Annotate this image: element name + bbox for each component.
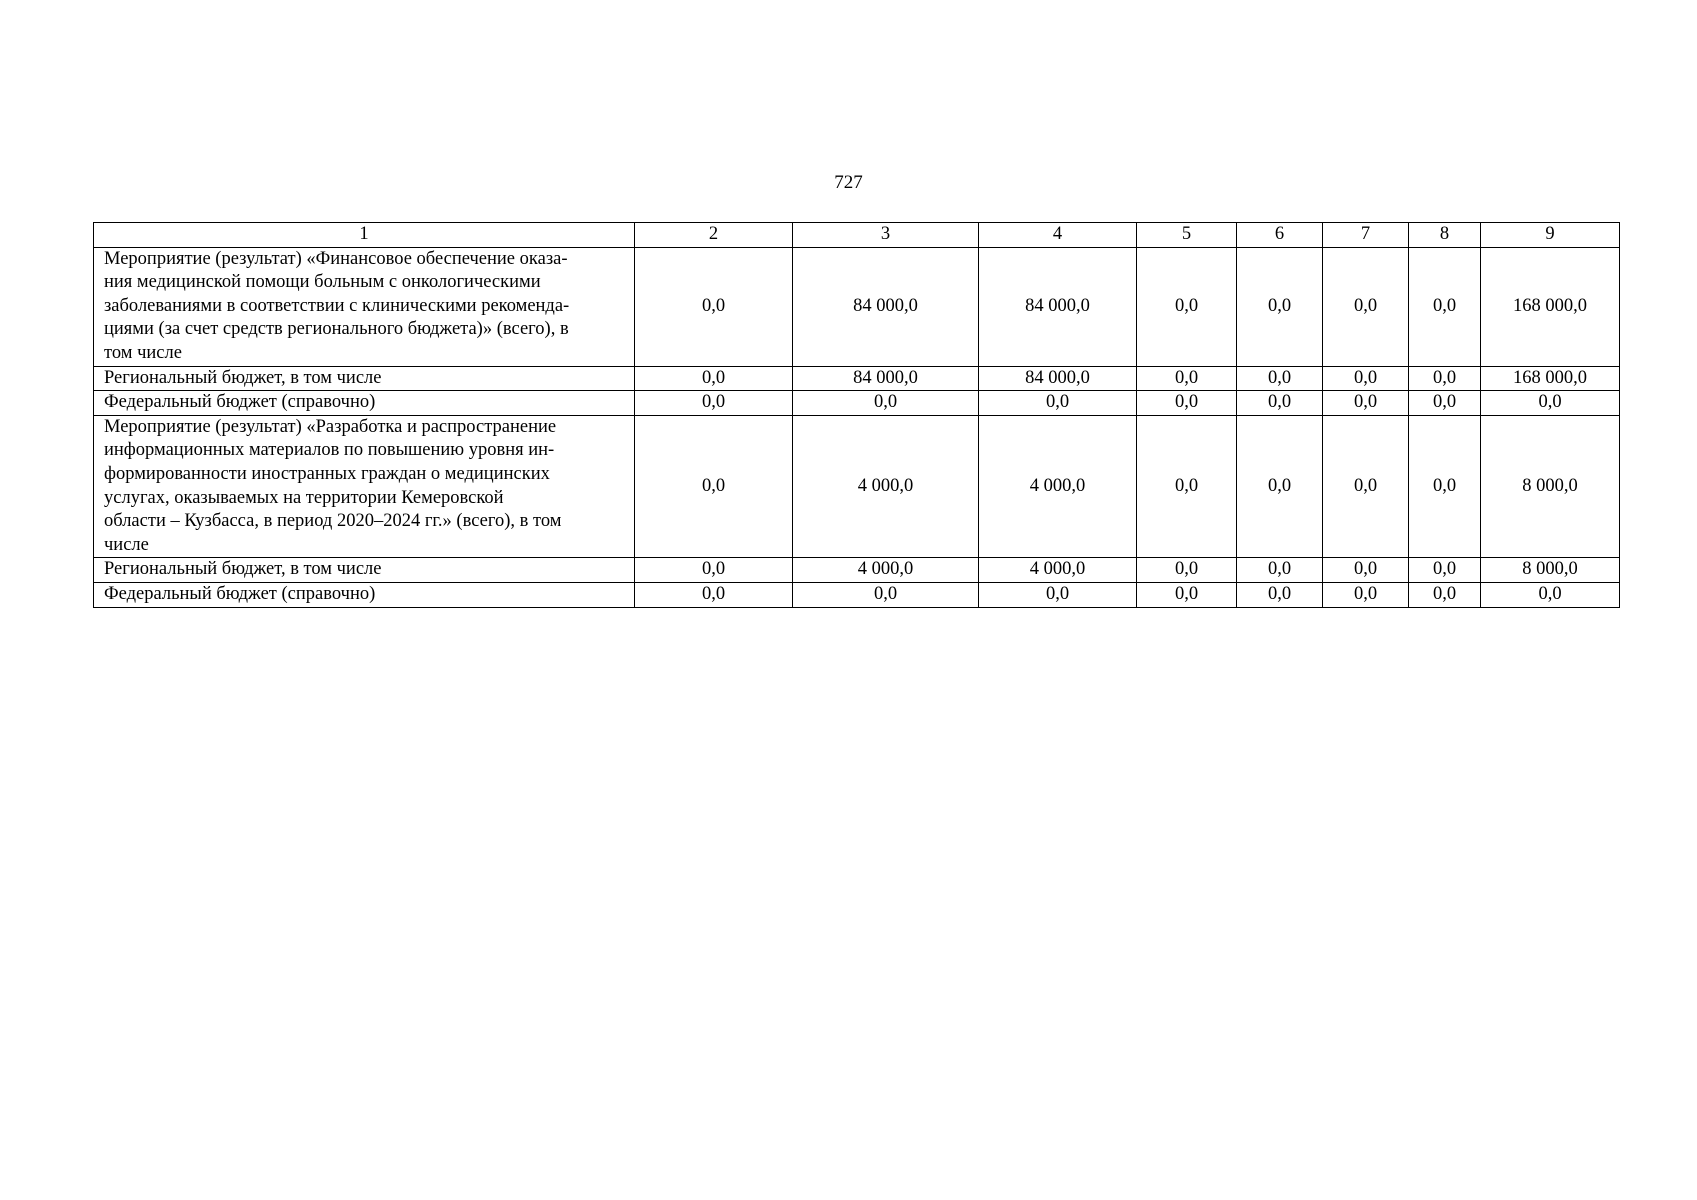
row-label-line: информационных материалов по повышению уровня ин- xyxy=(104,440,555,461)
table-cell: 0,0 xyxy=(1323,391,1409,416)
row-label-line: ния медицинской помощи больным с онкологическими xyxy=(104,272,541,293)
table-cell: 0,0 xyxy=(1409,415,1481,558)
table-cell: 0,0 xyxy=(1237,247,1323,366)
row-label-line: том числе xyxy=(104,342,182,363)
table-cell: 0,0 xyxy=(1137,366,1237,391)
table-cell: 0,0 xyxy=(979,582,1137,607)
column-header: 1 xyxy=(94,223,635,248)
table-cell: 0,0 xyxy=(1323,558,1409,583)
table-cell: 0,0 xyxy=(979,391,1137,416)
column-header: 8 xyxy=(1409,223,1481,248)
table-cell: 84 000,0 xyxy=(979,366,1137,391)
table-row xyxy=(94,558,1620,583)
table-cell: 4 000,0 xyxy=(793,558,979,583)
table-cell: 0,0 xyxy=(1323,582,1409,607)
table-cell: 0,0 xyxy=(1137,558,1237,583)
table-cell: 8 000,0 xyxy=(1481,558,1620,583)
row-label-line: формированности иностранных граждан о медицинских xyxy=(104,463,550,484)
table-cell: 0,0 xyxy=(635,582,793,607)
table-cell: 4 000,0 xyxy=(979,415,1137,558)
column-header: 5 xyxy=(1137,223,1237,248)
column-header: 3 xyxy=(793,223,979,248)
column-header: 9 xyxy=(1481,223,1620,248)
table-cell: 0,0 xyxy=(635,391,793,416)
table-cell: 0,0 xyxy=(1237,582,1323,607)
table-cell: 84 000,0 xyxy=(793,247,979,366)
row-label: Региональный бюджет, в том числе xyxy=(94,558,635,583)
row-label-line: заболеваниями в соответствии с клиническими рекоменда- xyxy=(104,295,570,316)
table-cell: 0,0 xyxy=(1137,582,1237,607)
table-cell: 0,0 xyxy=(635,558,793,583)
column-header: 4 xyxy=(979,223,1137,248)
table-cell: 0,0 xyxy=(1137,391,1237,416)
row-label-line: Мероприятие (результат) «Разработка и распространение xyxy=(104,416,557,437)
table-cell: 4 000,0 xyxy=(793,415,979,558)
table-cell: 0,0 xyxy=(1323,415,1409,558)
table-cell: 0,0 xyxy=(635,247,793,366)
table-cell: 0,0 xyxy=(1481,582,1620,607)
table-header-row xyxy=(94,223,1620,248)
row-label: Региональный бюджет, в том числе xyxy=(94,366,635,391)
table-cell: 0,0 xyxy=(1409,582,1481,607)
table-cell: 0,0 xyxy=(1137,247,1237,366)
row-label: Федеральный бюджет (справочно) xyxy=(94,391,635,416)
table-row xyxy=(94,391,1620,416)
column-header: 2 xyxy=(635,223,793,248)
table-cell: 168 000,0 xyxy=(1481,247,1620,366)
table-cell: 0,0 xyxy=(793,391,979,416)
table-cell: 168 000,0 xyxy=(1481,366,1620,391)
row-label-line: области – Кузбасса, в период 2020–2024 гг.» (всего), в том xyxy=(104,511,562,532)
table-cell: 0,0 xyxy=(1323,247,1409,366)
table-cell: 0,0 xyxy=(1237,415,1323,558)
row-label-line: числе xyxy=(104,534,149,555)
row-label-line: циями (за счет средств регионального бюджета)» (всего), в xyxy=(104,319,569,340)
table-cell: 4 000,0 xyxy=(979,558,1137,583)
table-cell: 0,0 xyxy=(635,415,793,558)
column-header: 7 xyxy=(1323,223,1409,248)
row-label xyxy=(94,247,635,366)
column-header: 6 xyxy=(1237,223,1323,248)
table-row xyxy=(94,247,1620,366)
table-cell: 84 000,0 xyxy=(793,366,979,391)
table-cell: 0,0 xyxy=(1237,366,1323,391)
budget-table xyxy=(93,222,1620,608)
table-cell: 0,0 xyxy=(1323,366,1409,391)
row-label: Федеральный бюджет (справочно) xyxy=(94,582,635,607)
table-cell: 0,0 xyxy=(1237,558,1323,583)
table-row xyxy=(94,582,1620,607)
table-cell: 0,0 xyxy=(1409,558,1481,583)
table-cell: 84 000,0 xyxy=(979,247,1137,366)
table-cell: 0,0 xyxy=(1237,391,1323,416)
row-label xyxy=(94,415,635,558)
table-row xyxy=(94,415,1620,558)
row-label-line: услугах, оказываемых на территории Кемеровской xyxy=(104,487,504,508)
table-cell: 0,0 xyxy=(1409,391,1481,416)
table-cell: 0,0 xyxy=(1481,391,1620,416)
table-cell: 0,0 xyxy=(1409,247,1481,366)
row-label-line: Мероприятие (результат) «Финансовое обеспечение оказа- xyxy=(104,248,568,269)
table-cell: 8 000,0 xyxy=(1481,415,1620,558)
table-cell: 0,0 xyxy=(635,366,793,391)
table-cell: 0,0 xyxy=(793,582,979,607)
table-row xyxy=(94,366,1620,391)
table-cell: 0,0 xyxy=(1409,366,1481,391)
table-cell: 0,0 xyxy=(1137,415,1237,558)
page-number: 727 xyxy=(834,172,863,193)
